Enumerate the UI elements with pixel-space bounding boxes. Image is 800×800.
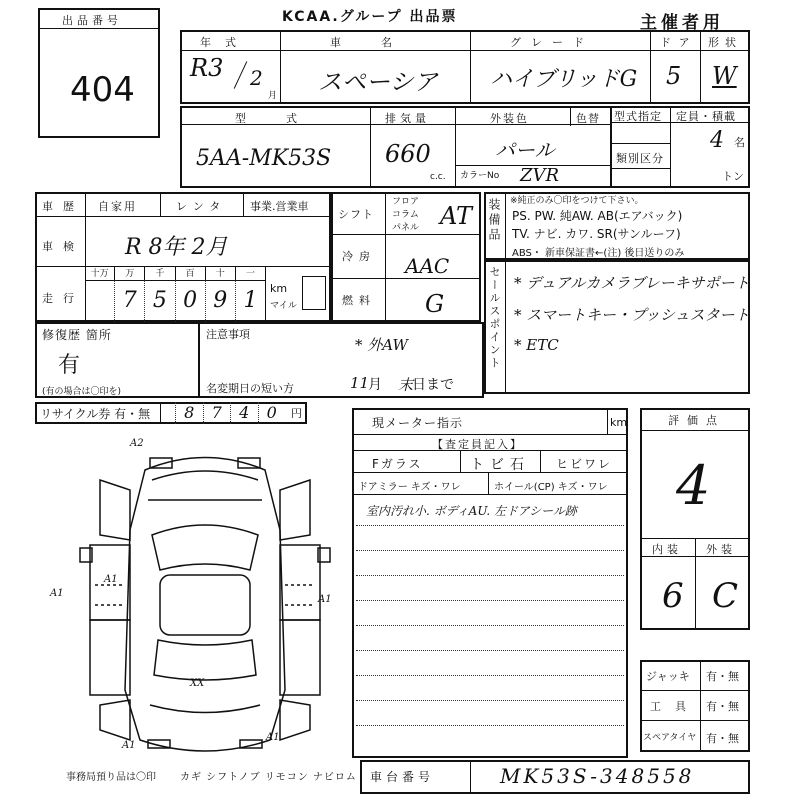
mileage-unit-4: 十 bbox=[206, 266, 236, 280]
tool-options: 有・無 bbox=[706, 700, 739, 713]
car-diagram bbox=[60, 440, 350, 770]
equipment-line3: ABS・ 新車保証書←(注) 後日送りのみ bbox=[512, 248, 685, 259]
short-period-day-unit: 日まで bbox=[412, 377, 454, 393]
private-label: 自家用 bbox=[98, 200, 137, 213]
model-label: 車名 bbox=[330, 36, 432, 49]
diagram-mark-3: A1 bbox=[318, 594, 332, 605]
color-value: パール bbox=[495, 138, 555, 162]
short-period-month: 11 bbox=[350, 374, 370, 392]
mileage-units-row bbox=[85, 266, 265, 280]
jack-label: ジャッキ bbox=[646, 670, 690, 683]
model-value: スペーシア bbox=[318, 68, 438, 96]
mileage-unit-0: 十万 bbox=[85, 266, 115, 280]
mileage-digit-3: 0 bbox=[176, 280, 206, 322]
score-value: 4 bbox=[676, 454, 711, 517]
diagram-mark-7: A1 bbox=[266, 732, 280, 743]
mileage-digits-row bbox=[85, 280, 265, 322]
year-label: 年式 bbox=[200, 36, 250, 49]
mileage-digit-2: 5 bbox=[145, 280, 175, 322]
sales-point-2: * スマートキー・プッシュスタート bbox=[514, 306, 750, 324]
equipment-line2: TV. ナビ. カワ. SR(サンルーフ) bbox=[512, 227, 681, 241]
short-period-month-unit: 月 bbox=[368, 377, 382, 393]
shift-label: シフト bbox=[338, 208, 374, 221]
capacity-value: 4 bbox=[710, 128, 724, 153]
shift-value: AT bbox=[440, 202, 473, 230]
spare-label: スペアタイヤ bbox=[643, 733, 697, 743]
inspection-label: 車検 bbox=[42, 240, 84, 253]
recycle-digit-1: 7 bbox=[203, 402, 231, 424]
lot-number-label: 出品番号 bbox=[62, 14, 122, 27]
mileage-digit-5: 1 bbox=[243, 288, 258, 313]
mileage-label: 走行 bbox=[42, 292, 84, 305]
mileage-digit-0 bbox=[85, 280, 115, 322]
recycle-label: リサイクル券 有・無 bbox=[40, 407, 151, 421]
exterior-value: C bbox=[712, 576, 739, 616]
equipment-line1: PS. PW. 純AW. AB(エアバック) bbox=[512, 209, 683, 223]
meter-unit: km bbox=[610, 416, 628, 429]
diagram-mark-6: A1 bbox=[122, 740, 136, 751]
score-label: 評価点 bbox=[668, 414, 725, 427]
fuel-label: 燃料 bbox=[342, 294, 376, 307]
shape-value: W bbox=[712, 62, 737, 90]
displacement-label: 排気量 bbox=[385, 112, 430, 125]
mileage-digit-4: 9 bbox=[206, 280, 236, 322]
interior-value: 6 bbox=[662, 576, 684, 616]
organizer-label: 主催者用 bbox=[640, 13, 724, 33]
caution-value: * 外AW bbox=[355, 336, 408, 354]
shift-option-column: コラム bbox=[392, 210, 419, 220]
displacement-unit: c.c. bbox=[430, 172, 446, 182]
diagram-mark-2: A1 bbox=[50, 588, 64, 599]
recycle-digits bbox=[175, 402, 285, 424]
shift-option-floor: フロア bbox=[392, 197, 420, 207]
mile-checkbox bbox=[302, 276, 326, 310]
mileage-unit-3: 百 bbox=[176, 266, 206, 280]
color-label: 外装色 bbox=[490, 112, 529, 125]
grade-value: ハイブリッドG bbox=[490, 67, 638, 92]
interior-label: 内装 bbox=[652, 543, 682, 556]
inspection-value: R 8年 2月 bbox=[125, 235, 228, 260]
lot-number-box bbox=[38, 8, 160, 138]
lot-number-value: 404 bbox=[70, 70, 135, 110]
ac-label: 冷房 bbox=[342, 250, 376, 263]
glass-crack-label: ヒビワレ bbox=[556, 457, 613, 471]
ac-value: AAC bbox=[405, 254, 450, 278]
equipment-note: ※純正のみ〇印をつけて下さい。 bbox=[510, 196, 644, 206]
rental-label: レンタ bbox=[176, 200, 227, 213]
jack-options: 有・無 bbox=[706, 670, 739, 683]
color-change-label: 色替 bbox=[576, 112, 600, 125]
chassis-label: 車台番号 bbox=[370, 770, 435, 784]
equipment-side-label: 装備品 bbox=[487, 198, 501, 243]
recycle-unit: 円 bbox=[291, 407, 302, 420]
displacement-value: 660 bbox=[385, 140, 431, 168]
doors-label: ドア bbox=[660, 36, 698, 49]
business-label: 事業.営業車 bbox=[250, 200, 309, 213]
doors-value: 5 bbox=[666, 62, 682, 90]
grade-label: グレード bbox=[510, 36, 594, 49]
glass-value: トビ石 bbox=[470, 457, 530, 473]
caution-label: 注意事項 bbox=[206, 328, 250, 341]
history-label: 車歴 bbox=[42, 200, 84, 213]
capacity-label: 定員・積載 bbox=[676, 110, 736, 123]
mileage-unit-2: 千 bbox=[145, 266, 175, 280]
recycle-digit-0: 8 bbox=[175, 402, 203, 424]
inspector-remark: 室内汚れ小. ボディAU. 左ドアシール跡 bbox=[366, 504, 577, 518]
year-value: R3 bbox=[190, 54, 224, 82]
type-label: 型式 bbox=[235, 112, 337, 125]
mileage-digit-1: 7 bbox=[115, 280, 145, 322]
office-note: 事務局預り品は〇印 bbox=[66, 772, 156, 783]
mirror-label: ドアミラー キズ・ワレ bbox=[358, 482, 461, 493]
short-period-label: 名変期日の短い方 bbox=[206, 382, 294, 395]
sales-point-1: * デュアルカメラブレーキサポート bbox=[514, 274, 750, 292]
sales-side-label: セールスポイント bbox=[488, 266, 501, 370]
spare-options: 有・無 bbox=[706, 732, 739, 745]
glass-label: Fガラス bbox=[372, 457, 423, 471]
class-label: 類別区分 bbox=[616, 152, 664, 165]
shift-option-panel: パネル bbox=[392, 223, 420, 233]
recycle-digit-2: 4 bbox=[230, 402, 258, 424]
fuel-value: G bbox=[425, 290, 445, 318]
sales-point-3: * ETC bbox=[514, 336, 559, 354]
exterior-label: 外装 bbox=[706, 543, 736, 556]
wheel-label: ホイール(CP) キズ・ワレ bbox=[494, 482, 608, 493]
repair-note: (有の場合は〇印を) bbox=[42, 387, 122, 397]
repair-value: 有 bbox=[58, 353, 81, 378]
recycle-digit-3: 0 bbox=[258, 402, 286, 424]
inspector-label: 【査定員記入】 bbox=[432, 438, 523, 451]
type-value: 5AA-MK53S bbox=[196, 146, 332, 171]
diagram-mark-4: A1 bbox=[104, 574, 118, 585]
shape-label: 形状 bbox=[708, 36, 742, 49]
month-unit: 月 bbox=[268, 91, 278, 101]
capacity-unit: 名 bbox=[734, 136, 745, 149]
month-value: 2 bbox=[250, 66, 263, 90]
chassis-value: MK53S-348558 bbox=[500, 764, 695, 788]
meter-label: 現メーター指示 bbox=[372, 416, 464, 430]
color-no-label: カラーNo bbox=[460, 171, 500, 181]
tool-label: 工具 bbox=[650, 700, 700, 713]
mileage-unit-5: 一 bbox=[245, 269, 255, 279]
km-label: km bbox=[270, 282, 288, 295]
short-period-day: 末 bbox=[398, 376, 414, 394]
document-title: KCAA.グループ 出品票 bbox=[282, 9, 458, 25]
office-items: カギ シフトノブ リモコン ナビロム bbox=[180, 772, 357, 783]
color-no-value: ZVR bbox=[520, 165, 560, 186]
diagram-mark-5: XX bbox=[190, 678, 205, 689]
mileage-unit-1: 万 bbox=[115, 266, 145, 280]
tons-unit: トン bbox=[722, 170, 744, 183]
mile-label: マイル bbox=[270, 301, 297, 311]
repair-label: 修復歴 箇所 bbox=[42, 328, 112, 342]
diagram-mark-1: A2 bbox=[130, 438, 144, 449]
type-designation-label: 型式指定 bbox=[614, 110, 662, 123]
